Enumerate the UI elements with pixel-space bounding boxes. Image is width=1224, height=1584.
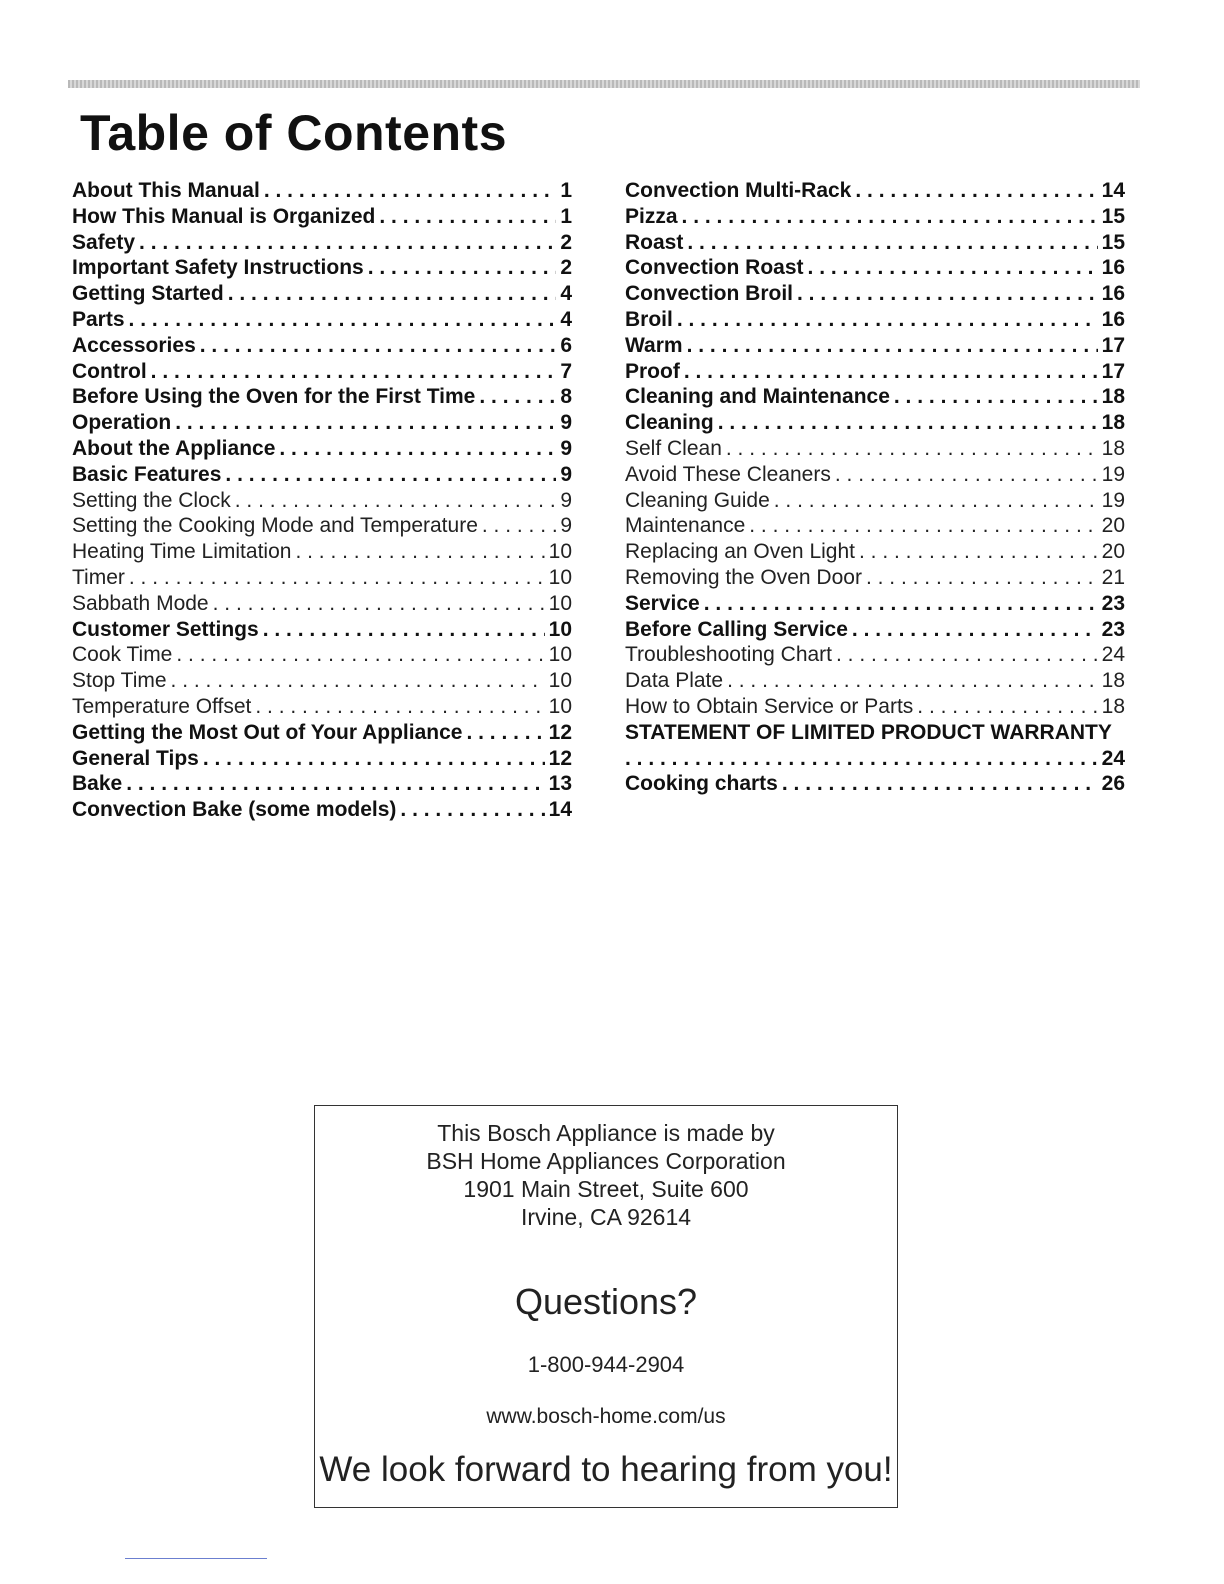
toc-entry[interactable] (625, 178, 1125, 204)
toc-entry-label: Service (625, 591, 700, 615)
toc-entry[interactable] (72, 204, 572, 230)
toc-dot-leader (129, 307, 557, 333)
toc-entry[interactable] (72, 178, 572, 204)
toc-dot-leader (263, 617, 545, 643)
toc-entry[interactable] (72, 771, 572, 797)
toc-entry[interactable] (625, 281, 1125, 307)
toc-entry-page: 23 (1101, 617, 1125, 641)
top-rule (68, 80, 1140, 88)
toc-entry[interactable] (625, 488, 1125, 514)
toc-entry-label: Accessories (72, 333, 196, 357)
toc-entry-page: 10 (548, 565, 572, 589)
toc-entry[interactable] (72, 436, 572, 462)
toc-entry-page: 13 (548, 772, 572, 796)
toc-entry[interactable] (72, 720, 572, 746)
toc-entry-label: Roast (625, 230, 684, 254)
toc-dot-leader (727, 668, 1098, 694)
toc-entry-page: 18 (1101, 436, 1125, 460)
toc-entry-label: About This Manual (72, 179, 260, 202)
toc-entry[interactable] (625, 255, 1125, 281)
toc-entry-label: Data Plate (625, 669, 724, 693)
toc-entry[interactable] (72, 307, 572, 333)
toc-dot-leader (782, 771, 1098, 797)
toc-dot-leader (225, 462, 556, 488)
toc-entry[interactable] (72, 694, 572, 720)
toc-entry-label: STATEMENT OF LIMITED PRODUCT WARRANTY (625, 720, 1112, 744)
toc-dot-leader (718, 410, 1098, 436)
toc-entry[interactable] (625, 694, 1125, 720)
toc-entry[interactable] (625, 230, 1125, 256)
toc-entry[interactable] (625, 462, 1125, 488)
toc-entry-page: 18 (1101, 385, 1125, 409)
toc-dot-leader (228, 281, 557, 307)
footer-rule (125, 1558, 267, 1559)
toc-entry-label: Self Clean (625, 436, 722, 460)
toc-entry-label: Broil (625, 307, 673, 331)
toc-entry-label: Cleaning (625, 411, 714, 435)
toc-entry-page: 16 (1101, 256, 1125, 280)
toc-entry-page: 10 (548, 591, 572, 615)
toc-entry[interactable] (625, 746, 1125, 772)
toc-right-column (625, 178, 1125, 797)
toc-entry-label: Cleaning and Maintenance (625, 385, 890, 409)
toc-entry-label: How to Obtain Service or Parts (625, 694, 914, 718)
phone-number: 1-800-944-2904 (527, 1352, 685, 1377)
toc-entry-label: About the Appliance (72, 436, 276, 460)
toc-entry[interactable] (72, 359, 572, 385)
toc-entry-label: Safety (72, 230, 136, 254)
toc-entry[interactable] (625, 333, 1125, 359)
toc-dot-leader (894, 384, 1098, 410)
toc-entry-label: Parts (72, 307, 125, 331)
toc-entry-page: 18 (1101, 411, 1125, 435)
toc-dot-leader (200, 333, 557, 359)
toc-entry-label: Pizza (625, 204, 678, 228)
toc-entry[interactable] (72, 281, 572, 307)
toc-entry-label: Convection Broil (625, 282, 794, 306)
toc-entry[interactable] (72, 410, 572, 436)
toc-entry-label: Warm (625, 333, 683, 357)
toc-entry[interactable] (72, 642, 572, 668)
toc-dot-leader (835, 462, 1098, 488)
toc-entry-page: 16 (1101, 282, 1125, 306)
toc-entry-page: 9 (560, 488, 572, 512)
toc-entry-page: 20 (1101, 540, 1125, 564)
toc-entry[interactable] (72, 746, 572, 772)
toc-entry-page: 10 (548, 617, 572, 641)
toc-entry-page: 24 (1101, 746, 1125, 770)
questions-heading: Questions? (514, 1281, 698, 1322)
toc-dot-leader (203, 746, 545, 772)
toc-entry[interactable] (72, 668, 572, 694)
toc-dot-leader (139, 230, 556, 256)
toc-dot-leader (379, 204, 556, 230)
toc-entry-page: 2 (560, 230, 572, 254)
toc-entry-page: 4 (560, 282, 572, 306)
toc-dot-leader (682, 204, 1098, 230)
toc-entry-page: 20 (1101, 514, 1125, 538)
toc-dot-leader (176, 642, 544, 668)
toc-entry-page: 23 (1101, 591, 1125, 615)
toc-entry-page: 14 (548, 798, 572, 822)
toc-entry-label: Cook Time (72, 643, 173, 667)
toc-dot-leader (151, 359, 557, 385)
toc-entry-page: 24 (1101, 643, 1125, 667)
toc-entry-label: Operation (72, 411, 172, 435)
toc-entry-label: Convection Bake (some models) (72, 798, 397, 822)
toc-entry-label: Before Calling Service (625, 617, 848, 641)
toc-dot-leader (479, 384, 556, 410)
toc-entry-page: 15 (1101, 230, 1125, 254)
toc-dot-leader (295, 539, 544, 565)
toc-entry-label: Customer Settings (72, 617, 259, 641)
toc-dot-leader (687, 230, 1097, 256)
toc-entry-label: Getting the Most Out of Your Appliance (72, 720, 463, 744)
toc-entry-label: Bake (72, 772, 123, 796)
toc-dot-leader (235, 488, 557, 514)
toc-entry[interactable] (625, 204, 1125, 230)
manufacturer-address (315, 1119, 897, 1231)
toc-entry[interactable] (625, 410, 1125, 436)
toc-entry-page: 1 (560, 179, 572, 202)
toc-entry-page: 21 (1101, 565, 1125, 589)
toc-entry-page: 14 (1101, 179, 1125, 202)
toc-entry-page: 15 (1101, 204, 1125, 228)
maker-line: Irvine, CA 92614 (520, 1204, 692, 1230)
toc-entry[interactable] (625, 359, 1125, 385)
toc-entry-page: 2 (560, 256, 572, 280)
toc-entry-page: 10 (548, 669, 572, 693)
toc-entry[interactable] (625, 436, 1125, 462)
maker-line: This Bosch Appliance is made by (437, 1120, 775, 1146)
toc-dot-leader (749, 513, 1097, 539)
toc-dot-leader (855, 178, 1097, 204)
toc-dot-leader (264, 178, 556, 204)
toc-entry-label: Control (72, 359, 147, 383)
toc-entry-label: Heating Time Limitation (72, 540, 292, 564)
toc-entry[interactable] (625, 642, 1125, 668)
toc-dot-leader (684, 359, 1098, 385)
toc-entry[interactable] (72, 230, 572, 256)
toc-dot-leader (917, 694, 1097, 720)
toc-entry-label: Proof (625, 359, 680, 383)
toc-entry-page: 17 (1101, 359, 1125, 383)
toc-entry[interactable] (625, 720, 1125, 746)
toc-entry-page: 9 (560, 462, 572, 486)
toc-entry-label: Replacing an Oven Light (625, 540, 855, 564)
toc-dot-leader (171, 668, 545, 694)
toc-entry-page: 7 (560, 359, 572, 383)
toc-entry-page: 12 (548, 746, 572, 770)
toc-entry-page: 19 (1101, 462, 1125, 486)
toc-dot-leader (774, 488, 1098, 514)
toc-entry-page: 1 (560, 204, 572, 228)
toc-dot-leader (213, 591, 545, 617)
toc-dot-leader (797, 281, 1098, 307)
toc-dot-leader (466, 720, 544, 746)
maker-line: BSH Home Appliances Corporation (426, 1148, 786, 1174)
toc-entry-page: 9 (560, 411, 572, 435)
toc-dot-leader (852, 617, 1098, 643)
toc-dot-leader (726, 436, 1098, 462)
toc-dot-leader (175, 410, 556, 436)
toc-left-column (72, 178, 572, 823)
toc-dot-leader (866, 565, 1098, 591)
toc-entry-page: 18 (1101, 669, 1125, 693)
contact-info-box (314, 1105, 898, 1508)
toc-entry-page: 12 (548, 720, 572, 744)
toc-entry[interactable] (72, 488, 572, 514)
toc-entry-page: 6 (560, 333, 572, 357)
toc-entry-label: Cleaning Guide (625, 488, 770, 512)
toc-dot-leader (368, 255, 557, 281)
toc-entry-page: 8 (560, 385, 572, 409)
toc-entry-label: Stop Time (72, 669, 167, 693)
toc-entry[interactable] (72, 591, 572, 617)
toc-entry-label: Setting the Cooking Mode and Temperature (72, 514, 478, 538)
toc-entry-page: 17 (1101, 333, 1125, 357)
toc-entry-label: Removing the Oven Door (625, 565, 862, 589)
toc-dot-leader (677, 307, 1098, 333)
toc-entry[interactable] (625, 513, 1125, 539)
toc-dot-leader (836, 642, 1098, 668)
toc-entry-label: How This Manual is Organized (72, 204, 376, 228)
toc-entry[interactable] (625, 539, 1125, 565)
toc-entry-label: Setting the Clock (72, 488, 231, 512)
toc-dot-leader (808, 255, 1098, 281)
toc-entry-page: 10 (548, 643, 572, 667)
toc-entry[interactable] (625, 617, 1125, 643)
toc-entry-page: 16 (1101, 307, 1125, 331)
toc-entry-label: Cooking charts (625, 772, 778, 796)
toc-entry-label: Before Using the Oven for the First Time (72, 385, 476, 409)
maker-line: 1901 Main Street, Suite 600 (463, 1176, 749, 1202)
toc-entry[interactable] (72, 539, 572, 565)
toc-entry[interactable] (72, 513, 572, 539)
toc-entry-page: 9 (560, 436, 572, 460)
toc-entry-label: Important Safety Instructions (72, 256, 364, 280)
toc-entry-page: 10 (548, 694, 572, 718)
toc-entry[interactable] (72, 384, 572, 410)
toc-entry[interactable] (72, 565, 572, 591)
toc-entry-label: Maintenance (625, 514, 746, 538)
toc-entry-page: 18 (1101, 694, 1125, 718)
toc-entry-page: 26 (1101, 772, 1125, 796)
toc-entry-label: Temperature Offset (72, 694, 252, 718)
toc-entry[interactable] (72, 255, 572, 281)
toc-entry-label: Timer (72, 565, 125, 589)
toc-entry[interactable] (625, 565, 1125, 591)
toc-dot-leader (687, 333, 1098, 359)
toc-dot-leader (859, 539, 1098, 565)
toc-entry[interactable] (625, 307, 1125, 333)
toc-entry-label: Getting Started (72, 282, 224, 306)
toc-entry-label: Troubleshooting Chart (625, 643, 833, 667)
toc-entry-label: General Tips (72, 746, 199, 770)
toc-dot-leader (126, 771, 544, 797)
toc-dot-leader (400, 797, 544, 823)
toc-dot-leader (625, 746, 1098, 772)
toc-dot-leader (129, 565, 545, 591)
toc-entry-label: Convection Multi-Rack (625, 179, 852, 202)
toc-dot-leader (255, 694, 544, 720)
toc-entry[interactable] (72, 797, 572, 823)
toc-entry-label: Avoid These Cleaners (625, 462, 831, 486)
toc-entry[interactable] (625, 591, 1125, 617)
toc-dot-leader (482, 513, 556, 539)
closing-message: We look forward to hearing from you! (319, 1450, 893, 1489)
toc-entry[interactable] (72, 462, 572, 488)
toc-entry[interactable] (625, 384, 1125, 410)
website-link[interactable]: www.bosch-home.com/us (486, 1405, 726, 1428)
toc-entry[interactable] (72, 617, 572, 643)
toc-entry-page: 4 (560, 307, 572, 331)
toc-entry-label: Basic Features (72, 462, 222, 486)
toc-entry-page: 10 (548, 540, 572, 564)
toc-dot-leader (704, 591, 1098, 617)
toc-entry-page: 9 (560, 514, 572, 538)
page-title: Table of Contents (80, 105, 508, 161)
toc-dot-leader (279, 436, 556, 462)
toc-entry-page: 19 (1101, 488, 1125, 512)
toc-entry[interactable] (72, 333, 572, 359)
toc-entry[interactable] (625, 771, 1125, 797)
toc-entry[interactable] (625, 668, 1125, 694)
toc-entry-label: Sabbath Mode (72, 591, 209, 615)
toc-entry-label: Convection Roast (625, 256, 804, 280)
